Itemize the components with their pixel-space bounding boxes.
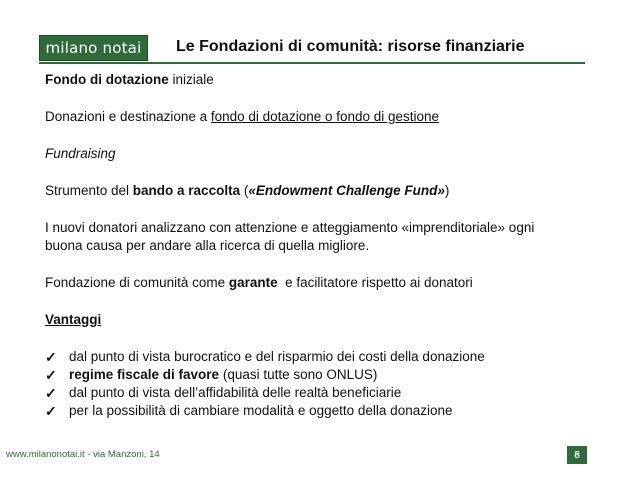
donazioni-text: Donazioni e destinazione a: [45, 109, 211, 124]
list-item: [45, 348, 605, 366]
fondo-dotazione-rest: iniziale: [168, 72, 214, 87]
line-nuovi-donatori-2: buona causa per andare alla ricerca di quella migliore.: [45, 238, 370, 253]
line-donazioni: [45, 108, 605, 126]
strumento-mid: (: [240, 183, 249, 198]
garante-pre: Fondazione di comunità come: [45, 275, 229, 290]
logo: [39, 35, 148, 61]
bullet-text-bold: regime fiscale di favore: [69, 367, 220, 382]
check-icon: ✓: [45, 403, 57, 419]
garante-bold: garante: [228, 275, 278, 290]
line-fondo-dotazione: [45, 71, 605, 89]
check-icon: ✓: [45, 367, 57, 383]
strumento-bold: bando a raccolta: [132, 183, 241, 198]
strumento-end: ): [444, 183, 450, 198]
line-strumento: [45, 182, 605, 200]
bullet-text: (quasi tutte sono ONLUS): [219, 367, 378, 382]
slide-title: Le Fondazioni di comunità: risorse finanziarie: [176, 38, 525, 55]
strumento-bold-italic: «Endowment Challenge Fund»: [248, 183, 445, 198]
list-item: [45, 366, 605, 384]
line-vantaggi: Vantaggi: [45, 312, 102, 327]
footer-address: www.milanonotai.it - via Manzoni, 14: [6, 449, 160, 460]
list-item: [45, 384, 605, 402]
line-fondazione-garante: [45, 274, 605, 292]
line-nuovi-donatori-1: I nuovi donatori analizzano con attenzione e atteggiamento «imprenditoriale» ogni: [45, 220, 535, 235]
logo-text: milano notai: [45, 39, 142, 57]
bullet-text: dal punto di vista burocratico e del risparmio dei costi della donazione: [69, 349, 485, 364]
header-divider: [39, 62, 585, 64]
donazioni-underlined: fondo di dotazione o fondo di gestione: [210, 109, 440, 124]
page-number: 8: [567, 446, 587, 464]
fondo-dotazione-bold: Fondo di dotazione: [45, 72, 169, 87]
bullet-text: dal punto di vista dell’affidabilità delle realtà beneficiarie: [69, 385, 402, 400]
line-fundraising: Fundraising: [45, 146, 116, 161]
list-item: [45, 402, 605, 420]
garante-post: e facilitatore rispetto ai donatori: [277, 275, 473, 290]
bullet-text: per la possibilità di cambiare modalità e oggetto della donazione: [69, 403, 453, 418]
slide-body: [45, 71, 605, 420]
strumento-pre: Strumento del: [45, 183, 133, 198]
check-icon: ✓: [45, 385, 57, 401]
check-icon: ✓: [45, 349, 57, 365]
